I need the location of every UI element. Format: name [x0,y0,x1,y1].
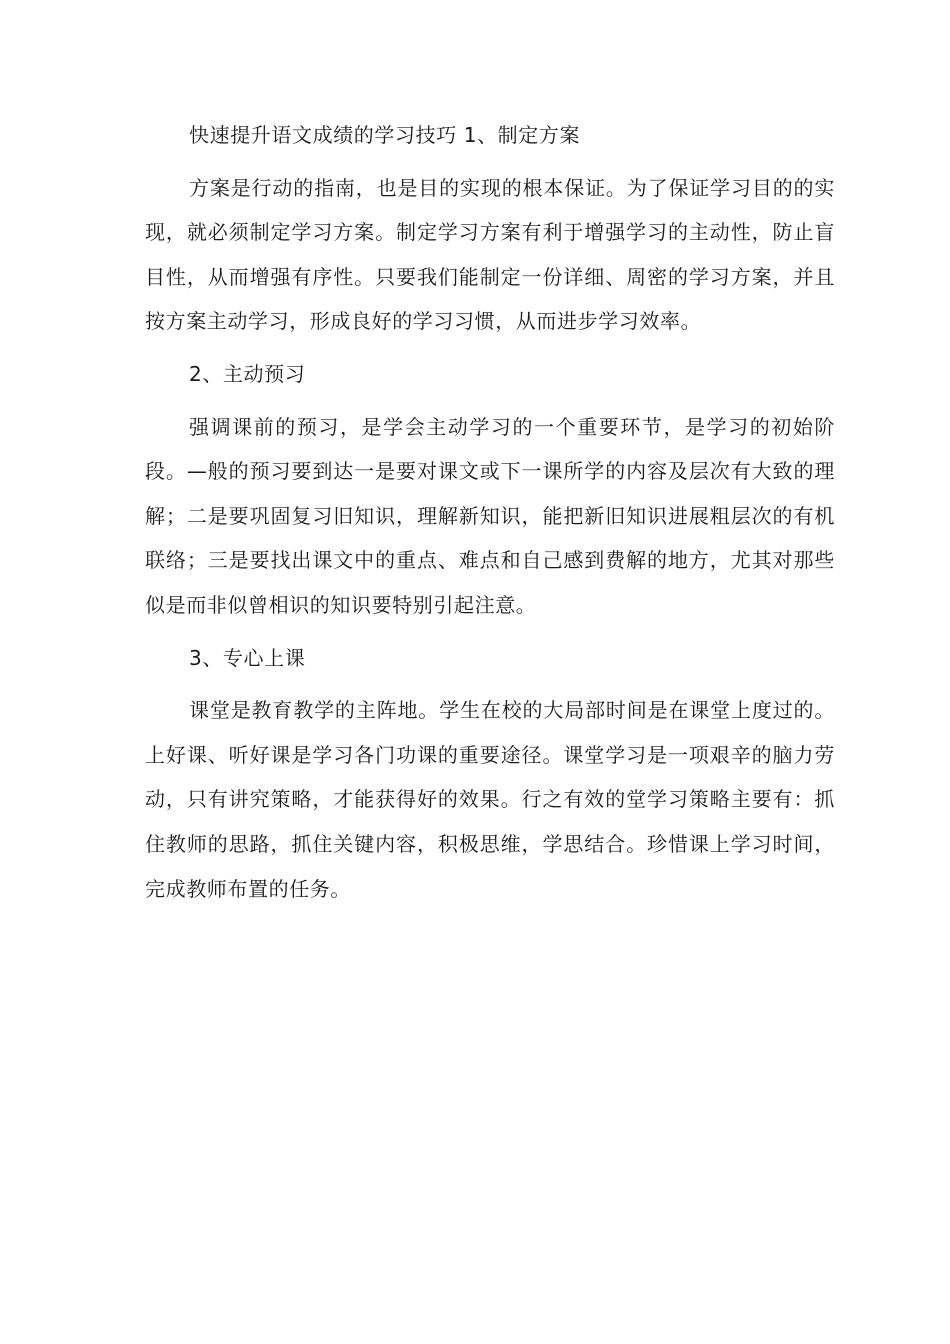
section-2-paragraph: 强调课前的预习，是学会主动学习的一个重要环节，是学习的初始阶段。—般的预习要到达一是要对课文或下一课所学的内容及层次有大致的理解；二是要巩固复习旧知识，理解新知识，能把新旧知识进展粗层次的有机联络；三是要找出课文中的重点、难点和自己感到费解的地方，尤其对那些似是而非似曾相识的知识要特别引起注意。 [145,414,835,617]
section-3-paragraph: 课堂是教育教学的主阵地。学生在校的大局部时间是在课堂上度过的。上好课、听好课是学习各门功课的重要途径。课堂学习是一项艰辛的脑力劳动，只有讲究策略，才能获得好的效果。行之有效的堂学习策略主要有：抓住教师的思路，抓住关键内容，积极思维，学思结合。珍惜课上学习时间，完成教师布置的任务。 [145,698,835,901]
section-1-paragraph: 方案是行动的指南，也是目的实现的根本保证。为了保证学习目的的实现，就必须制定学习方案。制定学习方案有利于增强学习的主动性，防止盲目性，从而增强有序性。只要我们能制定一份详细、周密的学习方案，并且按方案主动学习，形成良好的学习习惯，从而进步学习效率。 [145,175,835,334]
section-2-heading: 2、主动预习 [189,361,306,386]
document-title: 快速提升语文成绩的学习技巧 1、制定方案 [189,123,581,147]
document-body [145,113,835,919]
section-3-heading: 3、专心上课 [189,645,306,670]
